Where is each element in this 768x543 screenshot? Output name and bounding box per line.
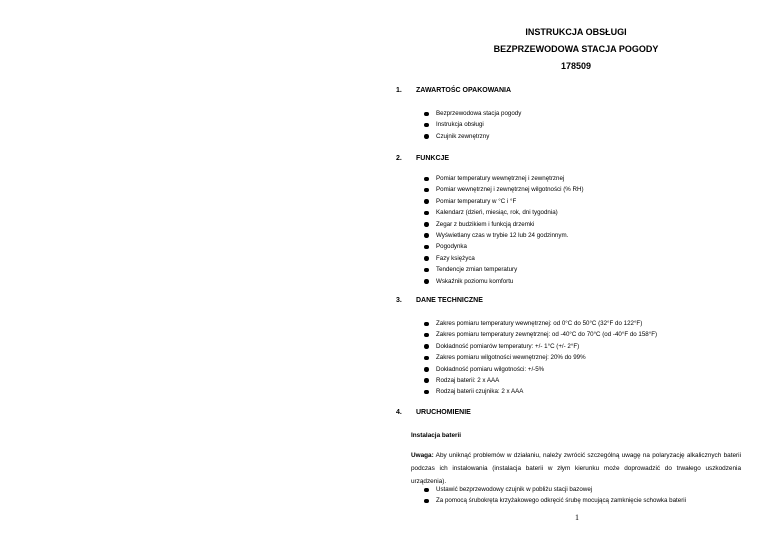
- list-item-text: Dokładność pomiaru wilgotności: +/-5%: [436, 365, 545, 373]
- list-item: [424, 343, 657, 354]
- page-number: 1: [575, 513, 579, 522]
- bullet-icon: [424, 378, 429, 383]
- bullet-icon: [424, 134, 429, 139]
- list-item-text: Ustawić bezprzewodowy czujnik w pobliżu stacji bazowej: [436, 486, 593, 493]
- list-item-text: Pogodynka: [436, 243, 467, 251]
- list-item: [424, 110, 521, 121]
- bullet-icon: [424, 390, 429, 395]
- bullet-icon: [424, 123, 429, 128]
- bullet-icon: [424, 367, 429, 372]
- bullet-icon: [424, 177, 429, 182]
- list-item: [424, 255, 584, 266]
- list-item-text: Kalendarz (dzień, miesiąc, rok, dni tygodnia): [436, 209, 558, 217]
- list-item-text: Rodzaj baterii czujnika: 2 x AAA: [436, 388, 524, 396]
- doc-title: INSTRUKCJA OBSŁUGI: [525, 27, 627, 37]
- list-item: [424, 243, 584, 254]
- bullet-icon: [424, 344, 429, 349]
- warning-label: Uwaga:: [411, 452, 434, 459]
- doc-model-number: 178509: [560, 61, 592, 71]
- bullet-icon: [424, 112, 429, 117]
- list-item-text: Wskaźnik poziomu komfortu: [436, 277, 514, 285]
- specs-list: [424, 320, 657, 400]
- list-item: [424, 354, 657, 365]
- bullet-icon: [424, 499, 429, 504]
- list-item: [424, 232, 584, 243]
- bullet-icon: [424, 245, 429, 250]
- bullet-icon: [424, 256, 429, 261]
- list-item-text: Zakres pomiaru wilgotności wewnętrznej: 20% do 99%: [436, 354, 586, 362]
- list-item-text: Pomiar temperatury w °C i °F: [436, 197, 517, 205]
- list-item: [424, 221, 584, 232]
- battery-steps-list: [424, 486, 686, 509]
- list-item-text: Czujnik zewnętrzny: [436, 132, 490, 140]
- section-heading-startup: 4. URUCHOMIENIE: [396, 409, 471, 416]
- list-item: [424, 175, 584, 186]
- list-item: [424, 331, 657, 342]
- section-heading-specs: 3. DANE TECHNICZNE: [396, 297, 483, 304]
- list-item-text: Dokładność pomiarów temperatury: +/- 1°C (+/- 2°F): [436, 342, 580, 350]
- list-item: [424, 209, 584, 220]
- bullet-icon: [424, 322, 429, 327]
- section-heading-contents: 1. ZAWARTOŚC OPAKOWANIA: [396, 87, 512, 94]
- list-item: [424, 278, 584, 289]
- bullet-icon: [424, 488, 429, 493]
- bullet-icon: [424, 222, 429, 227]
- bullet-icon: [424, 356, 429, 361]
- list-item: [424, 320, 657, 331]
- list-item-text: Pomiar temperatury wewnętrznej i zewnętrznej: [436, 175, 565, 182]
- bullet-icon: [424, 199, 429, 204]
- list-item: [424, 186, 584, 197]
- bullet-icon: [424, 188, 429, 193]
- list-item: [424, 366, 657, 377]
- bullet-icon: [424, 279, 429, 284]
- list-item: [424, 497, 686, 508]
- list-item-text: Bezprzewodowa stacja pogody: [436, 110, 522, 117]
- list-item-text: Fazy księżyca: [436, 254, 475, 262]
- warning-text: Aby uniknąć problemów w działaniu, należy zwrócić szczególną uwagę na polaryzację alkalicznych baterii podczas ich instalowania (instalacja baterii w złym kierunku może doprowadzić do trwałego uszkodzenia urządzenia).: [411, 452, 741, 485]
- list-item: [424, 266, 584, 277]
- list-item-text: Zakres pomiaru temperatury wewnętrznej: od 0°C do 50°C (32°F do 122°F): [436, 320, 643, 327]
- section-heading-functions: 2. FUNKCJE: [396, 155, 450, 162]
- bullet-icon: [424, 268, 429, 273]
- functions-list: [424, 175, 584, 289]
- battery-heading: Instalacja baterii: [411, 432, 462, 439]
- list-item: [424, 121, 521, 132]
- list-item: [424, 133, 521, 144]
- doc-subtitle: BEZPRZEWODOWA STACJA POGODY: [493, 44, 659, 54]
- list-item-text: Zegar z budzikiem i funkcją drzemki: [436, 220, 535, 228]
- list-item: [424, 198, 584, 209]
- list-item-text: Rodzaj baterii: 2 x AAA: [436, 376, 500, 384]
- list-item-text: Instrukcja obsługi: [436, 121, 484, 129]
- list-item: [424, 486, 686, 497]
- bullet-icon: [424, 233, 429, 238]
- contents-list: [424, 110, 521, 144]
- list-item-text: Pomiar wewnętrznej i zewnętrznej wilgotności (% RH): [436, 186, 584, 194]
- bullet-icon: [424, 333, 429, 338]
- list-item-text: Za pomocą śrubokręta krzyżakowego odkręcić śrubę mocującą zamknięcie schowka baterii: [436, 497, 687, 505]
- list-item: [424, 388, 657, 399]
- bullet-icon: [424, 211, 429, 216]
- list-item-text: Tendencje zmian temperatury: [436, 266, 518, 274]
- list-item: [424, 377, 657, 388]
- battery-warning: [411, 449, 741, 488]
- list-item-text: Zakres pomiaru temperatury zewnętrznej: od -40°C do 70°C (od -40°F do 158°F): [436, 331, 658, 339]
- list-item-text: Wyświetlany czas w trybie 12 lub 24 godzinnym.: [436, 231, 569, 239]
